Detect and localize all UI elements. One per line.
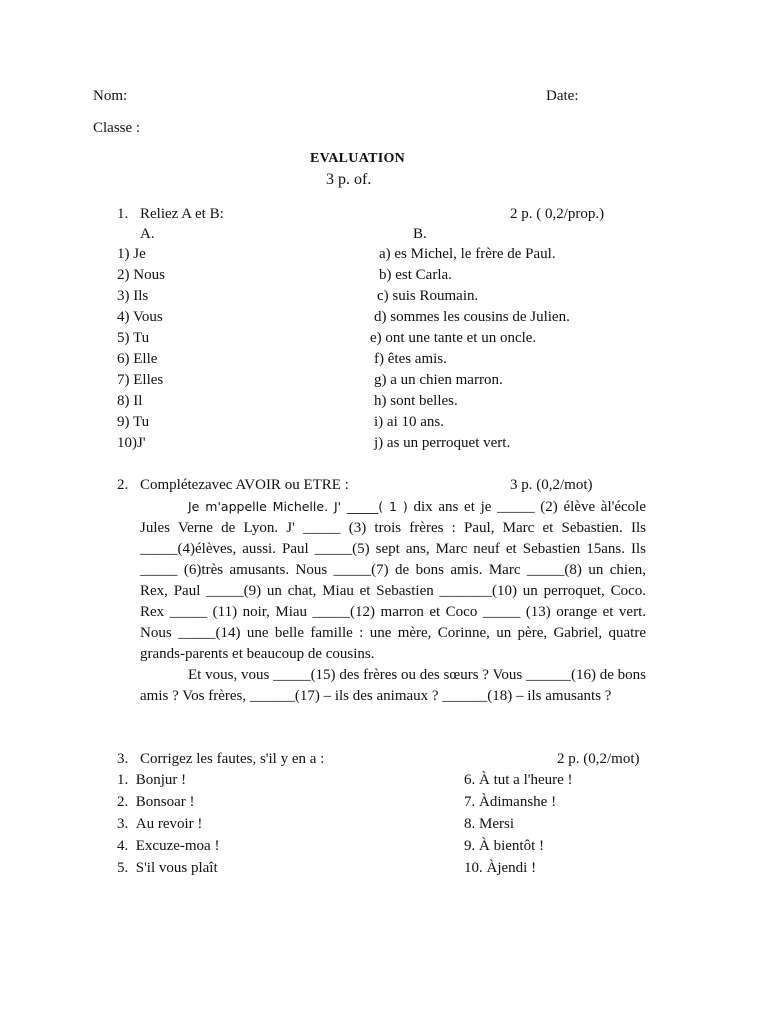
list-item: 8. Mersi [464,816,514,832]
list-item: 8) Il [117,393,143,409]
date-label: Date: [546,88,579,104]
list-item: 1) Je [117,246,146,262]
list-item: 7) Elles [117,372,164,388]
ex1-instruction: Reliez A et B: [140,206,224,222]
list-item: 5) Tu [117,330,150,346]
list-item: 7. Àdimanshe ! [464,794,557,810]
list-item: 3) Ils [117,288,149,304]
ex2-paragraph-1: Je m'appelle Michelle. J' _____( 1 ) dix ans et je _____ (2) élève àl'école Jules Verne de Lyon. J' _____ (3) trois frères : Paul, Marc et Sebastien. Ils _____(4)élèves, aussi. Paul _____(5) sept ans, Marc neuf et Sebastien 15ans. Ils _____ (6)très amusants. Nous _____(7) de bons amis. Marc _____(8) un chien, Rex, Paul _____(9) un chat, Miau et Sebastien _______(10) un perroquet, Coco. Rex _____ (11) noir, Miau _____(12) marron et Coco _____ (13) orange et vert. Nous _____(14) une belle famille : une mère, Corinne, un père, Gabriel, quatre grands-parents et beaucoup de cousins. [140,499,646,662]
ex2-text [140,496,646,707]
list-item: 9. À bientôt ! [464,838,544,854]
list-item: d) sommes les cousins de Julien. [374,309,570,325]
list-item: e) ont une tante et un oncle. [370,330,537,346]
ex2-instruction: Complétezavec AVOIR ou ETRE : [140,477,349,493]
list-item: h) sont belles. [374,393,458,409]
list-item: 3. Au revoir ! [117,816,203,832]
ex1-column-b-header: B. [413,226,427,242]
nom-label: Nom: [93,88,128,104]
list-item: f) êtes amis. [374,351,447,367]
classe-label: Classe : [93,120,141,136]
list-item: 4) Vous [117,309,163,325]
ex2-paragraph-2: Et vous, vous _____(15) des frères ou des sœurs ? Vous ______(16) de bons amis ? Vos frères, ______(17) – ils des animaux ? ______(18) – ils amusants ? [140,667,646,704]
list-item: 4. Excuze-moa ! [117,838,220,854]
page-subtitle: 3 p. of. [326,171,372,188]
list-item: 6) Elle [117,351,158,367]
ex2-number: 2. [117,477,129,493]
list-item: c) suis Roumain. [377,288,479,304]
ex3-number: 3. [117,751,129,767]
list-item: 6. À tut a l'heure ! [464,772,573,788]
list-item: j) as un perroquet vert. [374,435,511,451]
ex1-column-a-header: A. [140,226,155,242]
list-item: 10)J' [117,435,146,451]
page-title: EVALUATION [310,151,406,166]
list-item: i) ai 10 ans. [374,414,444,430]
ex1-points: 2 p. ( 0,2/prop.) [510,206,605,222]
list-item: 5. S'il vous plaît [117,860,218,876]
list-item: 1. Bonjur ! [117,772,187,788]
ex1-number: 1. [117,206,129,222]
list-item: 2. Bonsoar ! [117,794,195,810]
list-item: a) es Michel, le frère de Paul. [379,246,556,262]
ex3-points: 2 p. (0,2/mot) [557,751,640,767]
ex2-points: 3 p. (0,2/mot) [510,477,593,493]
list-item: 9) Tu [117,414,150,430]
ex3-instruction: Corrigez les fautes, s'il y en a : [140,751,325,767]
list-item: 2) Nous [117,267,165,283]
list-item: 10. Àjendi ! [464,860,537,876]
list-item: b) est Carla. [379,267,452,283]
list-item: g) a un chien marron. [374,372,503,388]
